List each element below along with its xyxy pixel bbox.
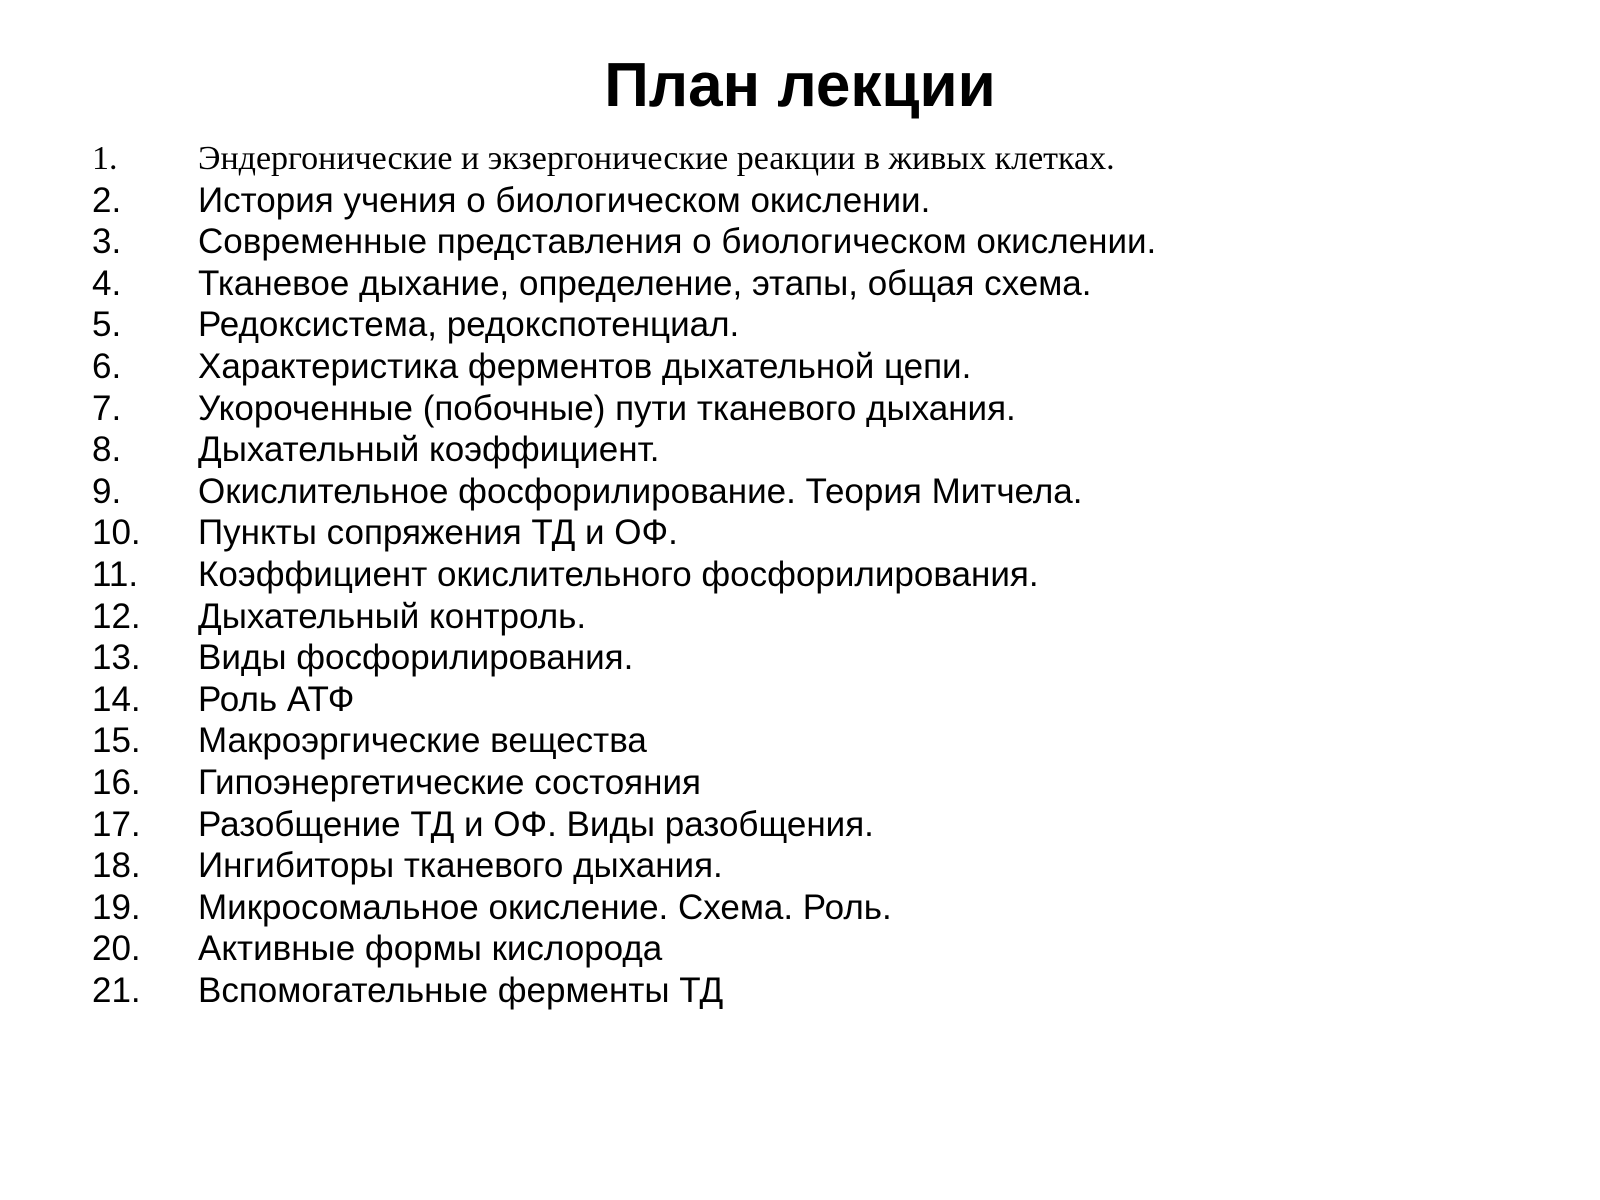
plan-item — [92, 928, 1532, 970]
plan-item — [92, 720, 1532, 762]
plan-item — [92, 388, 1532, 430]
plan-item-text: Микросомальное окисление. Схема. Роль. — [198, 887, 892, 927]
plan-item-text: Пункты сопряжения ТД и ОФ. — [198, 513, 678, 553]
plan-item — [92, 429, 1532, 471]
plan-item-number: 6. — [92, 346, 122, 386]
plan-item — [92, 138, 1532, 180]
plan-item-text: Роль АТФ — [198, 679, 355, 719]
plan-item — [92, 596, 1532, 638]
plan-item-text: Дыхательный коэффициент. — [198, 430, 660, 470]
plan-item — [92, 180, 1532, 222]
plan-item-text: История учения о биологическом окислении. — [198, 180, 931, 220]
plan-item-number: 12. — [92, 596, 141, 636]
slide-title: План лекции — [604, 51, 996, 120]
plan-item-number: 8. — [92, 430, 122, 470]
plan-item — [92, 679, 1532, 721]
plan-item-text: Окислительное фосфорилирование. Теория Митчела. — [198, 471, 1083, 511]
plan-item — [92, 887, 1532, 929]
plan-item-text: Редоксистема, редокспотенциал. — [198, 305, 740, 345]
plan-item — [92, 804, 1532, 846]
plan-item — [92, 304, 1532, 346]
plan-item — [92, 762, 1532, 804]
plan-item — [92, 970, 1532, 1012]
plan-item-text: Ингибиторы тканевого дыхания. — [198, 846, 723, 886]
plan-item-number: 15. — [92, 721, 141, 761]
plan-item — [92, 221, 1532, 263]
plan-item-text: Коэффициент окислительного фосфорилирования. — [198, 554, 1039, 594]
plan-item-text: Разобщение ТД и ОФ. Виды разобщения. — [198, 804, 874, 844]
plan-item-text: Дыхательный контроль. — [198, 596, 587, 636]
plan-item-number: 9. — [92, 471, 122, 511]
plan-item — [92, 263, 1532, 305]
plan-item-number: 5. — [92, 305, 122, 345]
plan-item-number: 7. — [92, 388, 122, 428]
plan-item-text: Тканевое дыхание, определение, этапы, общая схема. — [198, 263, 1092, 303]
plan-item — [92, 346, 1532, 388]
plan-item — [92, 471, 1532, 513]
plan-item-number: 20. — [92, 929, 141, 969]
plan-item-number: 4. — [92, 263, 122, 303]
plan-item-text: Эндергонические и экзергонические реакции в живых клетках. — [198, 140, 1115, 177]
lecture-plan-list — [92, 138, 1532, 1011]
plan-item — [92, 512, 1532, 554]
plan-item-text: Макроэргические вещества — [198, 721, 647, 761]
plan-item-number: 1. — [92, 140, 118, 177]
plan-item-text: Характеристика ферментов дыхательной цепи. — [198, 346, 972, 386]
plan-item-number: 16. — [92, 762, 141, 802]
plan-item-text: Активные формы кислорода — [198, 929, 663, 969]
plan-item-number: 17. — [92, 804, 141, 844]
plan-item — [92, 637, 1532, 679]
plan-item-number: 14. — [92, 679, 141, 719]
plan-item-number: 10. — [92, 513, 141, 553]
plan-item-number: 18. — [92, 846, 141, 886]
plan-item-text: Укороченные (побочные) пути тканевого дыхания. — [198, 388, 1016, 428]
plan-item-text: Виды фосфорилирования. — [198, 638, 634, 678]
plan-item — [92, 845, 1532, 887]
plan-item-number: 13. — [92, 638, 141, 678]
plan-item-number: 21. — [92, 970, 141, 1010]
plan-item-number: 19. — [92, 887, 141, 927]
plan-item-text: Современные представления о биологическом окислении. — [198, 222, 1157, 262]
plan-item-number: 3. — [92, 222, 122, 262]
plan-item-text: Гипоэнергетические состояния — [198, 762, 701, 802]
plan-item-number: 11. — [92, 554, 139, 594]
plan-item-text: Вспомогательные ферменты ТД — [198, 970, 724, 1010]
plan-item — [92, 554, 1532, 596]
plan-item-number: 2. — [92, 180, 122, 220]
